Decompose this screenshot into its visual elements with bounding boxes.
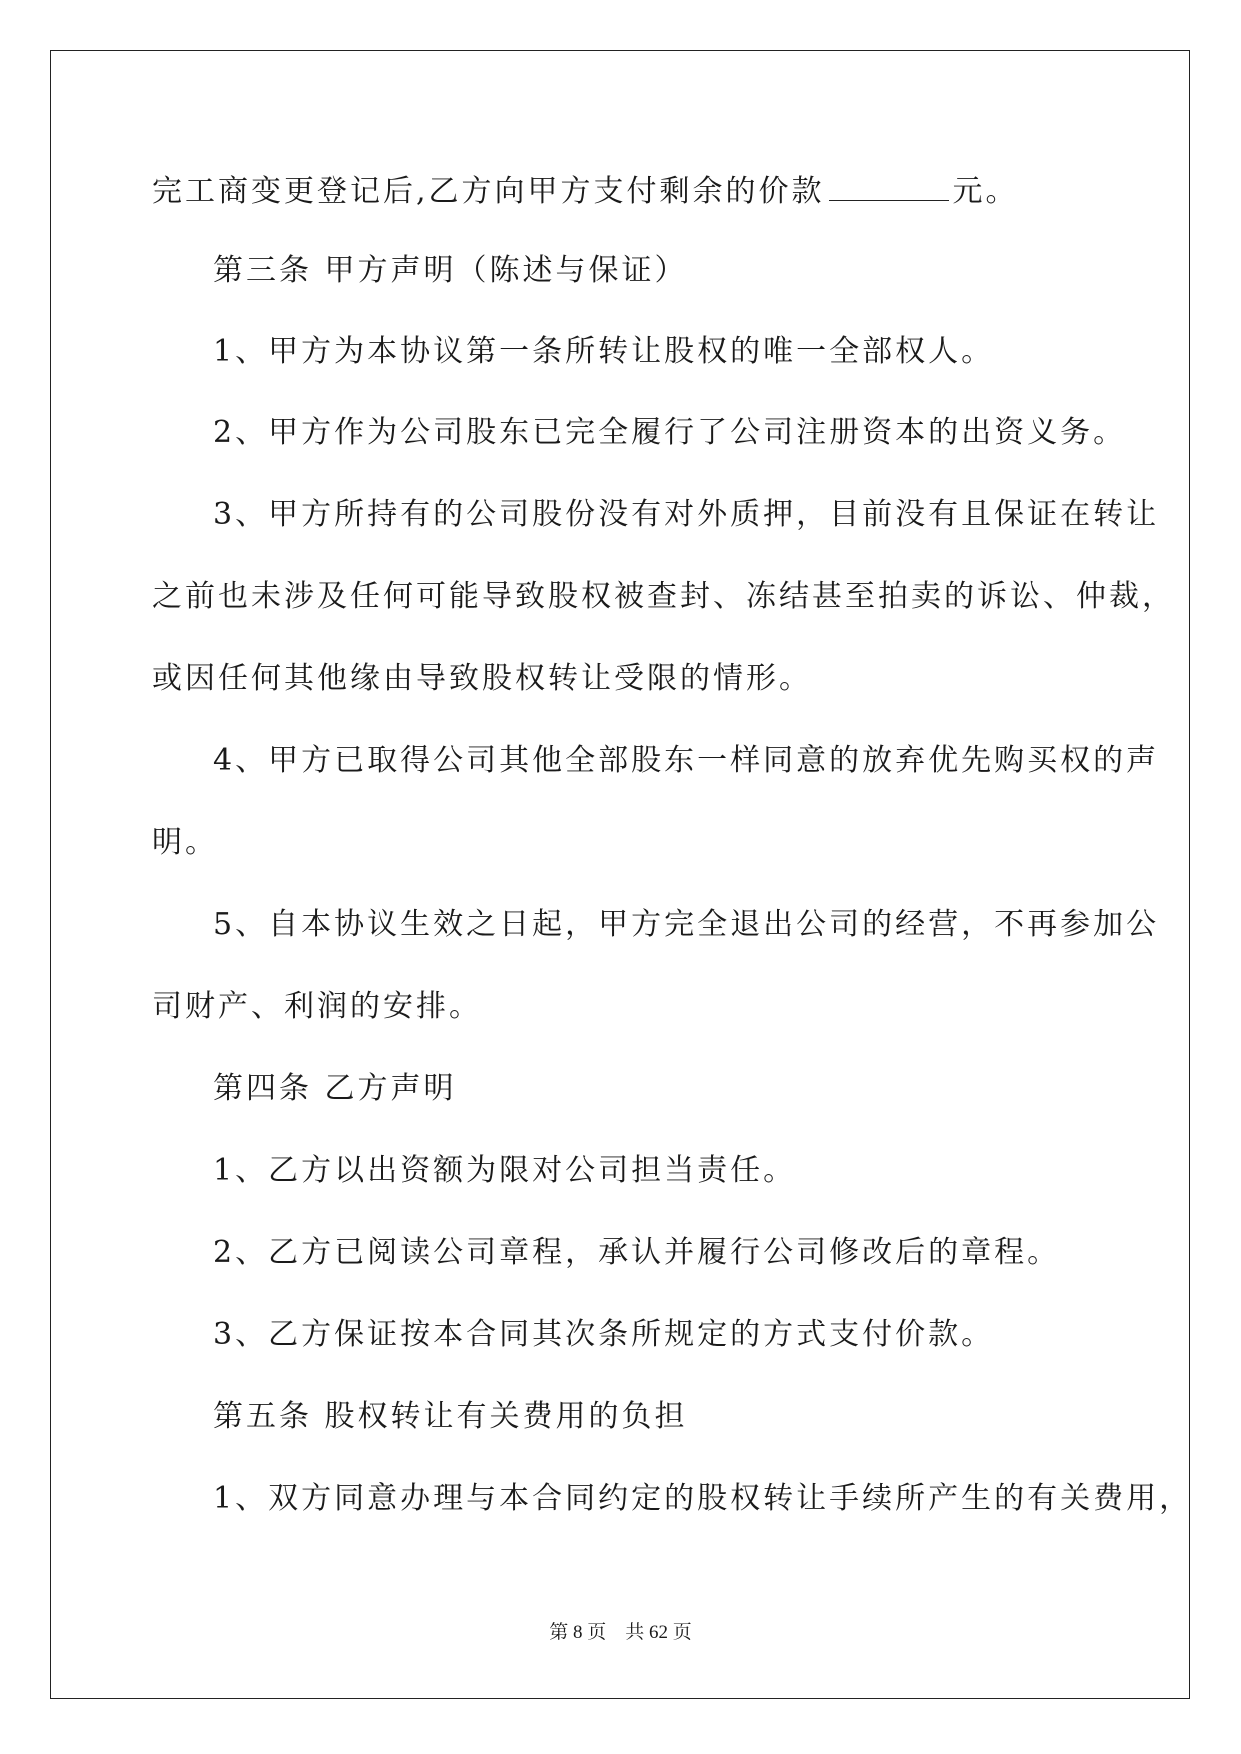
paragraph-line: 之前也未涉及任何可能导致股权被查封、冻结甚至拍卖的诉讼、仲裁， [152,579,1175,614]
paragraph-line: 3、乙方保证按本合同其次条所规定的方式支付价款。 [213,1317,995,1352]
page-number: 第 8 页 [549,1622,607,1643]
paragraph-line: 1、甲方为本协议第一条所转让股权的唯一全部权人。 [213,334,995,369]
section-heading: 第三条 甲方声明（陈述与保证） [213,253,688,288]
paragraph-line: 4、甲方已取得公司其他全部股东一样同意的放弃优先购买权的声 [213,743,1160,778]
paragraph-line: 2、甲方作为公司股东已完全履行了公司注册资本的出资义务。 [213,415,1127,450]
blank-underline [829,172,949,201]
section-heading: 第五条 股权转让有关费用的负担 [213,1399,688,1434]
paragraph-line: 明。 [152,825,218,860]
section-heading: 第四条 乙方声明 [213,1071,457,1106]
paragraph-line: 3、甲方所持有的公司股份没有对外质押，目前没有且保证在转让 [213,497,1160,532]
page-total: 共 62 页 [625,1622,692,1643]
line-text: 完工商变更登记后,乙方向甲方支付剩余的价款 [152,174,825,209]
page-footer [0,1621,1241,1645]
paragraph-line: 司财产、利润的安排。 [152,989,482,1024]
paragraph-line: 2、乙方已阅读公司章程，承认并履行公司修改后的章程。 [213,1235,1061,1270]
paragraph-line: 1、乙方以出资额为限对公司担当责任。 [213,1153,797,1188]
paragraph-line [152,172,1019,210]
line-suffix: 元。 [952,174,1019,209]
paragraph-line: 1、双方同意办理与本合同约定的股权转让手续所产生的有关费用， [213,1481,1193,1516]
paragraph-line: 5、自本协议生效之日起，甲方完全退出公司的经营，不再参加公 [213,907,1160,942]
paragraph-line: 或因任何其他缘由导致股权转让受限的情形。 [152,661,812,696]
page-border [50,50,1193,1699]
